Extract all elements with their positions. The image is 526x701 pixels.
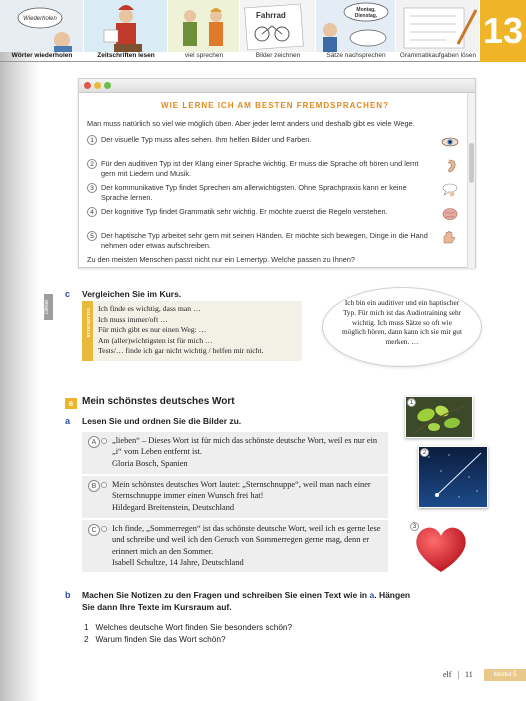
answer-radio[interactable] <box>101 438 107 444</box>
thumb-6 <box>396 0 480 52</box>
window-heading: WIE LERNE ICH AM BESTEN FREMDSPRACHEN? <box>161 101 389 110</box>
thumb-4 <box>240 0 316 52</box>
thumb-3 <box>168 0 240 52</box>
illustration-thumbnail <box>316 0 396 52</box>
tab-bilder-zeichnen: Bilder zeichnen <box>255 52 301 59</box>
illustration-thumbnail <box>0 0 84 52</box>
page-separator: | <box>457 670 460 679</box>
svg-text:Montag,: Montag, <box>356 7 376 13</box>
redemittel-tab <box>82 301 93 361</box>
answer-radio[interactable] <box>101 482 107 488</box>
learner-type-1 <box>87 135 463 155</box>
phrase-item: Am (aller)wichtigsten ist für mich … <box>98 335 213 345</box>
tab-grammatikaufgaben-loesen: Grammatikaufgaben lösen <box>399 52 477 59</box>
task-b-text-end: . Hängen Sie dann Ihre Texte im Kursraum auf. <box>82 590 411 612</box>
card-text: Ich finde, „Sommerregen“ ist das schönste deutsche Wort, weil ich es gerne lese und schreibe und weil ich den Geruch von Sommerregen gerne mag, denn er erinnert mich an den Sommer. <box>112 524 381 556</box>
card-letter-b: B <box>88 480 100 492</box>
question-2: 2 Warum finden Sie das Wort schön? <box>84 634 226 644</box>
chapter-number: 13 <box>480 0 526 62</box>
heart-photo <box>408 520 474 576</box>
type-text: Der haptische Typ arbeitet sehr gern mit seinen Händen. Er möchte sich bewegen, Dinge in die Hand nehmen oder etwas aufschreiben. <box>101 231 428 250</box>
question-1: 1 Welches deutsche Wort finden Sie besonders schön? <box>84 622 293 632</box>
thumb-2 <box>84 0 168 52</box>
phrase-item: Für mich gibt es nur einen Weg: … <box>98 325 207 334</box>
type-number: 1 <box>87 135 97 145</box>
section-number-badge: 6 <box>65 398 77 409</box>
type-text: Der kognitive Typ findet Grammatik sehr wichtig. Er möchte zuerst die Regeln verstehen. <box>101 207 388 216</box>
type-number: 2 <box>87 159 97 169</box>
task-b-instruction <box>82 590 422 613</box>
type-number: 4 <box>87 207 97 217</box>
learner-type-4 <box>87 207 463 227</box>
tab-woerter-wiederholen: Wörter wiederholen <box>11 52 73 59</box>
illustration-thumbnail <box>168 0 240 52</box>
type-text: Der kommunikative Typ findet Sprechen am allerwichtigsten. Ohne Sprachpraxis kann er keine Sprache lernen. <box>101 183 407 202</box>
page-number: 11 <box>465 670 473 679</box>
photo-number: 1 <box>407 398 416 407</box>
eye-icon <box>441 135 459 149</box>
page-footer <box>443 670 473 679</box>
minimize-dot-icon <box>94 82 101 89</box>
shooting-star-image <box>419 447 487 507</box>
redemittel-tab-label: REDEMITTEL <box>86 307 91 338</box>
shooting-star-photo <box>418 446 488 508</box>
window-intro: Man muss natürlich so viel wie möglich üben. Aber jeder lernt anders und deshalb gibt es viele Wege. <box>87 119 415 128</box>
speech-icon <box>441 183 459 197</box>
book-spine-shadow <box>0 0 40 701</box>
task-letter-b: b <box>65 590 71 600</box>
card-author: Hildegard Breitenstein, Deutschland <box>112 502 235 512</box>
task-c-instruction: Vergleichen Sie im Kurs. <box>82 289 182 299</box>
window-title-bar <box>79 79 475 93</box>
learner-type-3 <box>87 183 463 203</box>
thumb-1 <box>0 0 84 52</box>
card-text: Mein schönstes deutsches Wort lautet: „Sternschnuppe“, weil man nach einer Sternschnuppe immer einen Wunsch frei hat! <box>112 480 371 501</box>
card-letter-a: A <box>88 436 100 448</box>
window-outro: Zu den meisten Menschen passt nicht nur ein Lernertyp. Welche passen zu Ihnen? <box>87 255 355 264</box>
learning-types-window <box>78 78 476 268</box>
word-card-b <box>82 476 388 518</box>
card-author: Gloria Bosch, Spanien <box>112 458 188 468</box>
svg-text:Dienstag,: Dienstag, <box>354 13 378 19</box>
hand-icon <box>441 231 459 245</box>
header-strip <box>0 0 480 62</box>
card-letter-c: C <box>88 524 100 536</box>
redemittel-box <box>82 301 302 361</box>
leaves-photo <box>405 396 473 438</box>
svg-text:Fahrrad: Fahrrad <box>256 11 286 20</box>
ear-icon <box>441 159 459 173</box>
phrase-item: Ich muss immer/oft … <box>98 314 168 324</box>
svg-text:Wiederholen: Wiederholen <box>23 16 57 22</box>
learner-type-5 <box>87 231 463 251</box>
maximize-dot-icon <box>104 82 111 89</box>
photo-number: 3 <box>410 522 419 531</box>
tab-saetze-nachsprechen: Sätze nachsprechen <box>326 52 386 59</box>
task-letter-c: c <box>65 289 71 299</box>
word-card-c <box>82 520 388 572</box>
phrase-item: Tests/… finde ich gar nicht wichtig / helfen mir nicht. <box>98 346 264 355</box>
thumb-5 <box>316 0 396 52</box>
illustration-thumbnail <box>84 0 168 52</box>
module-badge: Modul 5 <box>484 669 526 681</box>
window-scrollbar <box>467 93 475 268</box>
card-text: „lieben“ – Dieses Wort ist für mich das schönste deutsche Wort, weil es nur ein „i“ vom Leben entfernt ist. <box>112 436 378 457</box>
brain-icon <box>441 207 459 221</box>
type-text: Für den auditiven Typ ist der Klang einer Sprache wichtig. Er muss die Sprache oft hören und lernt gern mit Liedern und Musik. <box>101 159 419 178</box>
tab-zeitschriften-lesen: Zeitschriften lesen <box>97 52 155 59</box>
scroll-thumb <box>469 143 474 183</box>
task-letter-a: a <box>65 416 71 426</box>
close-dot-icon <box>84 82 91 89</box>
speech-bubble: Ich bin ein auditiver und ein haptischer Typ. Für mich ist das Audiotraining sehr wichtig. Ich muss Sätze so oft wie möglich hören, dann kann ich sie mir gut merken. … <box>322 287 482 367</box>
task-b-text-start: Machen Sie Notizen zu den Fragen und schreiben Sie einen Text wie in <box>82 590 370 600</box>
photo-number: 2 <box>420 448 429 457</box>
window-content <box>87 99 463 265</box>
type-number: 3 <box>87 183 97 193</box>
diktat-side-label: Diktat <box>44 294 53 320</box>
phrase-item: Ich finde es wichtig, dass man … <box>98 304 201 313</box>
card-author: Isabell Schultze, 14 Jahre, Deutschland <box>112 557 244 567</box>
type-text: Der visuelle Typ muss alles sehen. Ihm helfen Bilder und Farben. <box>101 135 312 144</box>
page-word: elf <box>443 670 452 679</box>
answer-radio[interactable] <box>101 526 107 532</box>
learner-type-2 <box>87 159 463 179</box>
illustration-thumbnail <box>240 0 316 52</box>
illustration-thumbnail <box>396 0 480 52</box>
section-title: Mein schönstes deutsches Wort <box>82 396 235 407</box>
task-b-reference: a <box>369 590 375 600</box>
tab-viel-sprechen: viel sprechen <box>184 52 224 59</box>
word-card-a <box>82 432 388 474</box>
type-number: 5 <box>87 231 97 241</box>
task-a-instruction: Lesen Sie und ordnen Sie die Bilder zu. <box>82 416 242 426</box>
